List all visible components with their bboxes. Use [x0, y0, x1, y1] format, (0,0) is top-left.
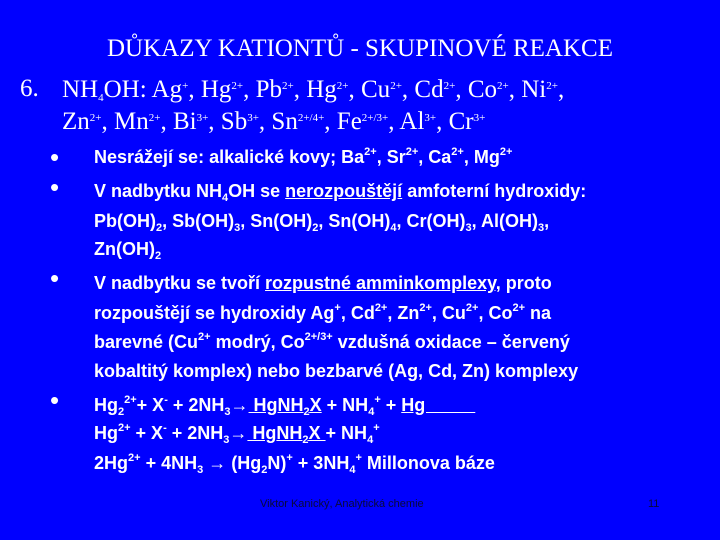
bullet-marker-2: • [50, 172, 60, 202]
reaction-3: $2Hg^{2+} + 4NH_3 \to (Hg_2N)^+ + 3NH_4^+$ Millonova báze [94, 452, 495, 476]
arrow-icon: → [203, 453, 232, 473]
bullet-2-line-1: V nadbytku $NH_4OH$ se nerozpouštějí amfoterní hydroxidy: [94, 181, 587, 204]
bullet-1-text: Nesrážejí se: alkalické kovy; $Ba^{2+}$, $Sr^{2+}$, $Ca^{2+}$, $Mg^{2+}$ [94, 146, 513, 167]
arrow-icon: → [229, 423, 248, 443]
reaction-1: $Hg_2^{2+}+ X^- + 2NH_3\to$ HgNH$_2$X + $NH_4^+ + Hg$ [94, 394, 476, 418]
slide-title: DŮKAZY KATIONTŮ - SKUPINOVÉ REAKCE [107, 35, 613, 62]
bullet-marker-4: • [50, 385, 60, 415]
item-number: 6. [20, 75, 39, 102]
heading-line-1: $NH_4OH$: Ag+, $Hg^{2+}$, $Pb^{2+}$, $Hg^{2+}$, $Cu^{2+}$, $Cd^{2+}$, $Co^{2+}$, $Ni^{2+}$, [62, 76, 565, 104]
bullet-3-line-2: rozpouštějí se hydroxidy Ag+, $Cd^{2+}$, $Zn^{2+}$, $Cu^{2+}$, $Co^{2+}$ na [94, 302, 552, 323]
bullet-3-line-4: kobaltitý komplex) nebo bezbarvé (Ag, Cd, Zn) komplexy [94, 361, 579, 381]
footer-author: Viktor Kanický, Analytická chemie [260, 498, 424, 510]
bullet-3-line-1: V nadbytku se tvoří rozpustné amminkomplexy, proto [94, 273, 552, 293]
reaction-2: $Hg^{2+} + X^- + 2NH_3\to$ HgNH$_2$X + $NH_4^+$ [94, 422, 380, 446]
bullet-marker-3: • [50, 263, 60, 293]
heading-line-2: $Zn^{2+}$, $Mn^{2+}$, $Bi^{3+}$, $Sb^{3+}$, $Sn^{2+/4+}$, $Fe^{2+/3+}$, $Al^{3+}$, $Cr^{3+}$ [62, 108, 486, 135]
bullet-2-line-2: $Pb(OH)_2$, $Sb(OH)_3$, $Sn(OH)_2$, $Sn(OH)_4$, $Cr(OH)_3$, $Al(OH)_3$, [94, 211, 550, 234]
footer-page-number: 11 [648, 498, 660, 510]
arrow-icon: → [230, 395, 249, 415]
bullet-marker-1: • [50, 142, 60, 172]
bullet-3-line-3: barevné ($Cu^{2+}$ modrý, $Co^{2+/3+}$ vzdušná oxidace – červený [94, 331, 570, 352]
bullet-2-line-3: $Zn(OH)_2$ [94, 239, 162, 262]
